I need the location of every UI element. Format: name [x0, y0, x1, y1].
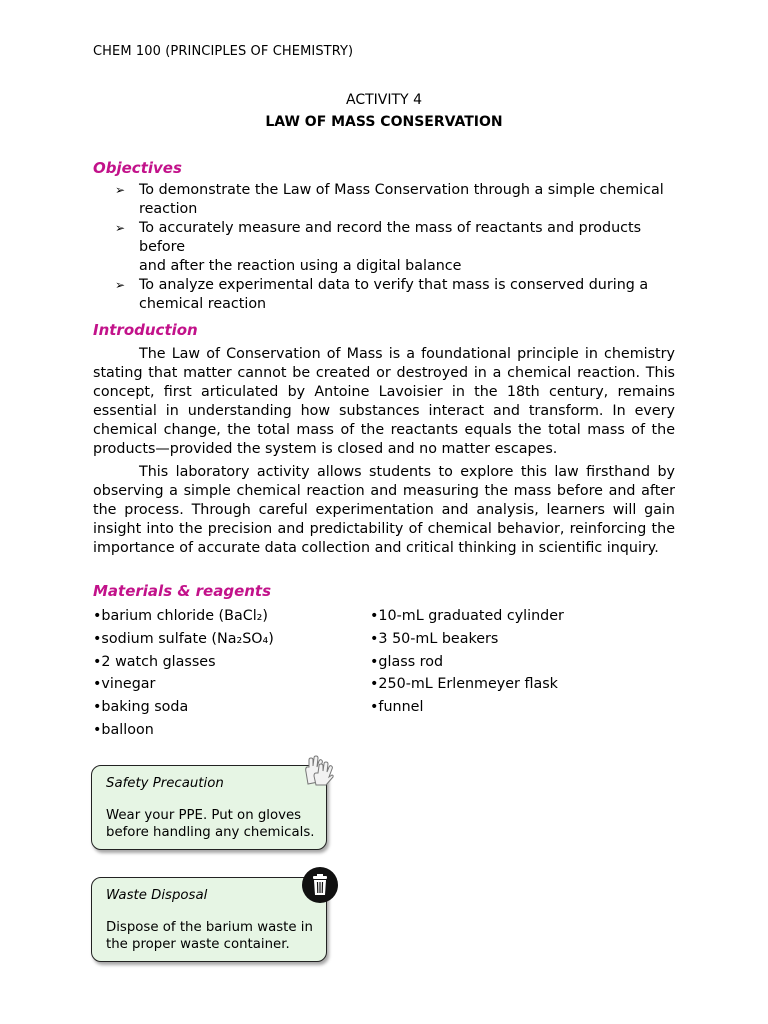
activity-number: ACTIVITY 4: [346, 92, 422, 108]
safety-callout: [91, 765, 327, 850]
objective-item: [115, 181, 675, 219]
material-item: •10-mL graduated cylinder: [370, 608, 564, 624]
waste-body-line: the proper waste container.: [106, 937, 290, 952]
activity-title: LAW OF MASS CONSERVATION: [265, 114, 503, 130]
material-item: •glass rod: [370, 653, 444, 670]
waste-body-line: Dispose of the barium waste in: [106, 920, 313, 935]
safety-title: Safety Precaution: [106, 776, 224, 791]
trash-can-icon: [301, 866, 339, 908]
intro-paragraph: This laboratory activity allows students to explore this law firsthand by observing a simple chemical reaction and measuring the mass before and after the process. Through careful experimentation and analysis, learners will gain insight into the precision and predictability of chemical behavior, reinforcing the importance of accurate data collection and critical thinking in scientific inquiry.: [93, 464, 675, 556]
objective-line: To accurately measure and record the mass of reactants and products before: [139, 220, 642, 255]
objective-line: chemical reaction: [139, 296, 267, 312]
arrow-bullet-icon: ➢: [115, 221, 126, 235]
objective-line: To demonstrate the Law of Mass Conservation through a simple chemical: [139, 182, 664, 198]
material-item: •2 watch glasses: [93, 653, 216, 670]
safety-body-line: before handling any chemicals.: [106, 825, 315, 840]
intro-paragraph: The Law of Conservation of Mass is a foundational principle in chemistry stating that matter cannot be created or destroyed in a chemical reaction. This concept, first articulated by Antoine Lavoisier in the 18th century, remains essential in understanding how substances interact and transform. In every chemical change, the total mass of the reactants equals the total mass of the products—provided the system is closed and no matter escapes.: [93, 346, 675, 457]
waste-title: Waste Disposal: [106, 888, 208, 903]
waste-body: [106, 919, 316, 953]
material-item: •vinegar: [93, 676, 156, 693]
material-item: •sodium sulfate (Na₂SO₄): [93, 630, 274, 647]
introduction-heading: Introduction: [93, 321, 198, 339]
objective-item: [115, 276, 675, 314]
objectives-heading: Objectives: [93, 159, 182, 177]
safety-body-line: Wear your PPE. Put on gloves: [106, 808, 302, 823]
objective-line: reaction: [139, 201, 198, 217]
safety-body: [106, 807, 316, 841]
objective-line: and after the reaction using a digital balance: [139, 258, 462, 274]
course-header: CHEM 100 (PRINCIPLES OF CHEMISTRY): [93, 44, 354, 59]
objective-line: To analyze experimental data to verify that mass is conserved during a: [139, 277, 649, 293]
arrow-bullet-icon: ➢: [115, 278, 126, 292]
material-item: •funnel: [370, 699, 424, 716]
objective-item: [115, 219, 675, 276]
materials-right-column: [370, 605, 564, 719]
introduction-body: [93, 345, 675, 562]
arrow-bullet-icon: ➢: [115, 183, 126, 197]
waste-callout: [91, 877, 327, 962]
material-item: •baking soda: [93, 699, 189, 716]
material-item: •250-mL Erlenmeyer flask: [370, 676, 558, 693]
materials-left-column: [93, 605, 274, 742]
gloves-icon: [302, 754, 334, 792]
material-item: •3 50-mL beakers: [370, 630, 499, 647]
material-item: •balloon: [93, 721, 154, 738]
objectives-list: [115, 181, 675, 314]
material-item: •barium chloride (BaCl₂): [93, 608, 268, 624]
materials-heading: Materials & reagents: [93, 582, 272, 600]
